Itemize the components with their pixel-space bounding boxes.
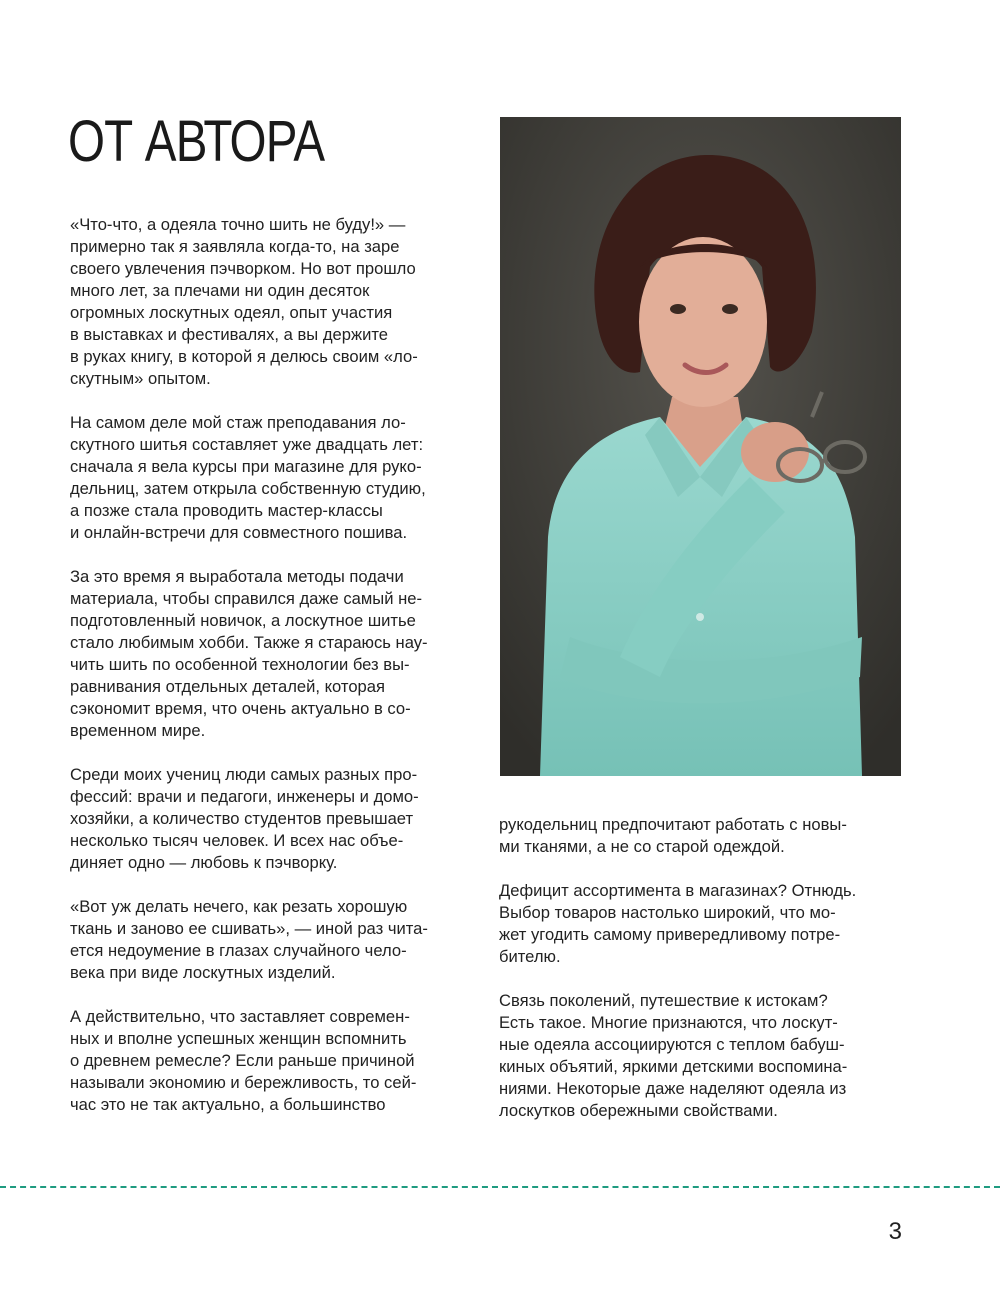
author-photo: [500, 117, 901, 776]
page-title: ОТ АВТОРА: [68, 109, 325, 174]
paragraph: На самом деле мой стаж преподавания ло- скутного шитья составляет уже двадцать лет: сначала я вела курсы при магазине для руко- дельниц, затем открыла собственную студию, а позже стала проводить мастер-классы и онлайн-встречи для совместного пошива.: [70, 413, 426, 542]
paragraph: А действительно, что заставляет современ- ных и вполне успешных женщин вспомнить о древнем ремесле? Если раньше причиной называли экономию и бережливость, то сей- час это не так актуально, а большинство: [70, 1007, 417, 1114]
paragraph: Среди моих учениц люди самых разных про- фессий: врачи и педагоги, инженеры и домо- хозяйки, а количество студентов превышает несколько тысяч человек. И всех нас объе- диняет одно — любовь к пэчворку.: [70, 765, 419, 872]
right-text-column: [499, 814, 904, 1144]
left-text-column: [70, 214, 475, 1138]
paragraph: «Что-что, а одеяла точно шить не буду!» — примерно так я заявляла когда-то, на заре своего увлечения пэчворком. Но вот прошло много лет, за плечами ни один десяток огромных лоскутных одеял, опыт участия в выставках и фестивалях, а вы держите в руках книгу, в которой я делюсь своим «ло- скутным» опытом.: [70, 215, 418, 388]
face: [639, 237, 767, 407]
hand: [741, 422, 809, 482]
paragraph: рукодельниц предпочитают работать с новы- ми тканями, а не со старой одеждой.: [499, 815, 847, 856]
paragraph: «Вот уж делать нечего, как резать хорошую ткань и заново ее сшивать», — иной раз чита- ется недоумение в глазах случайного чело- века при виде лоскутных изделий.: [70, 897, 428, 982]
page-number: 3: [888, 1218, 902, 1245]
dashed-divider: [0, 1186, 1000, 1188]
paragraph: Связь поколений, путешествие к истокам? Есть такое. Многие признаются, что лоскут- ные одеяла ассоциируются с теплом бабуш- киных объятий, яркими детскими воспомина- ниями. Некоторые даже наделяют одеяла из лоскутков обережными свойствами.: [499, 991, 848, 1120]
paragraph: За это время я выработала методы подачи материала, чтобы справился даже самый не- подготовленный новичок, а лоскутное шитье стало любимым хобби. Также я стараюсь нау- чить шить по особенной технологии без вы- равнивания отдельных деталей, которая сэкономит время, что очень актуально в со- временном мире.: [70, 567, 428, 740]
paragraph: Дефицит ассортимента в магазинах? Отнюдь. Выбор товаров настолько широкий, что мо- жет угодить самому привередливому потре- бителю.: [499, 881, 857, 966]
